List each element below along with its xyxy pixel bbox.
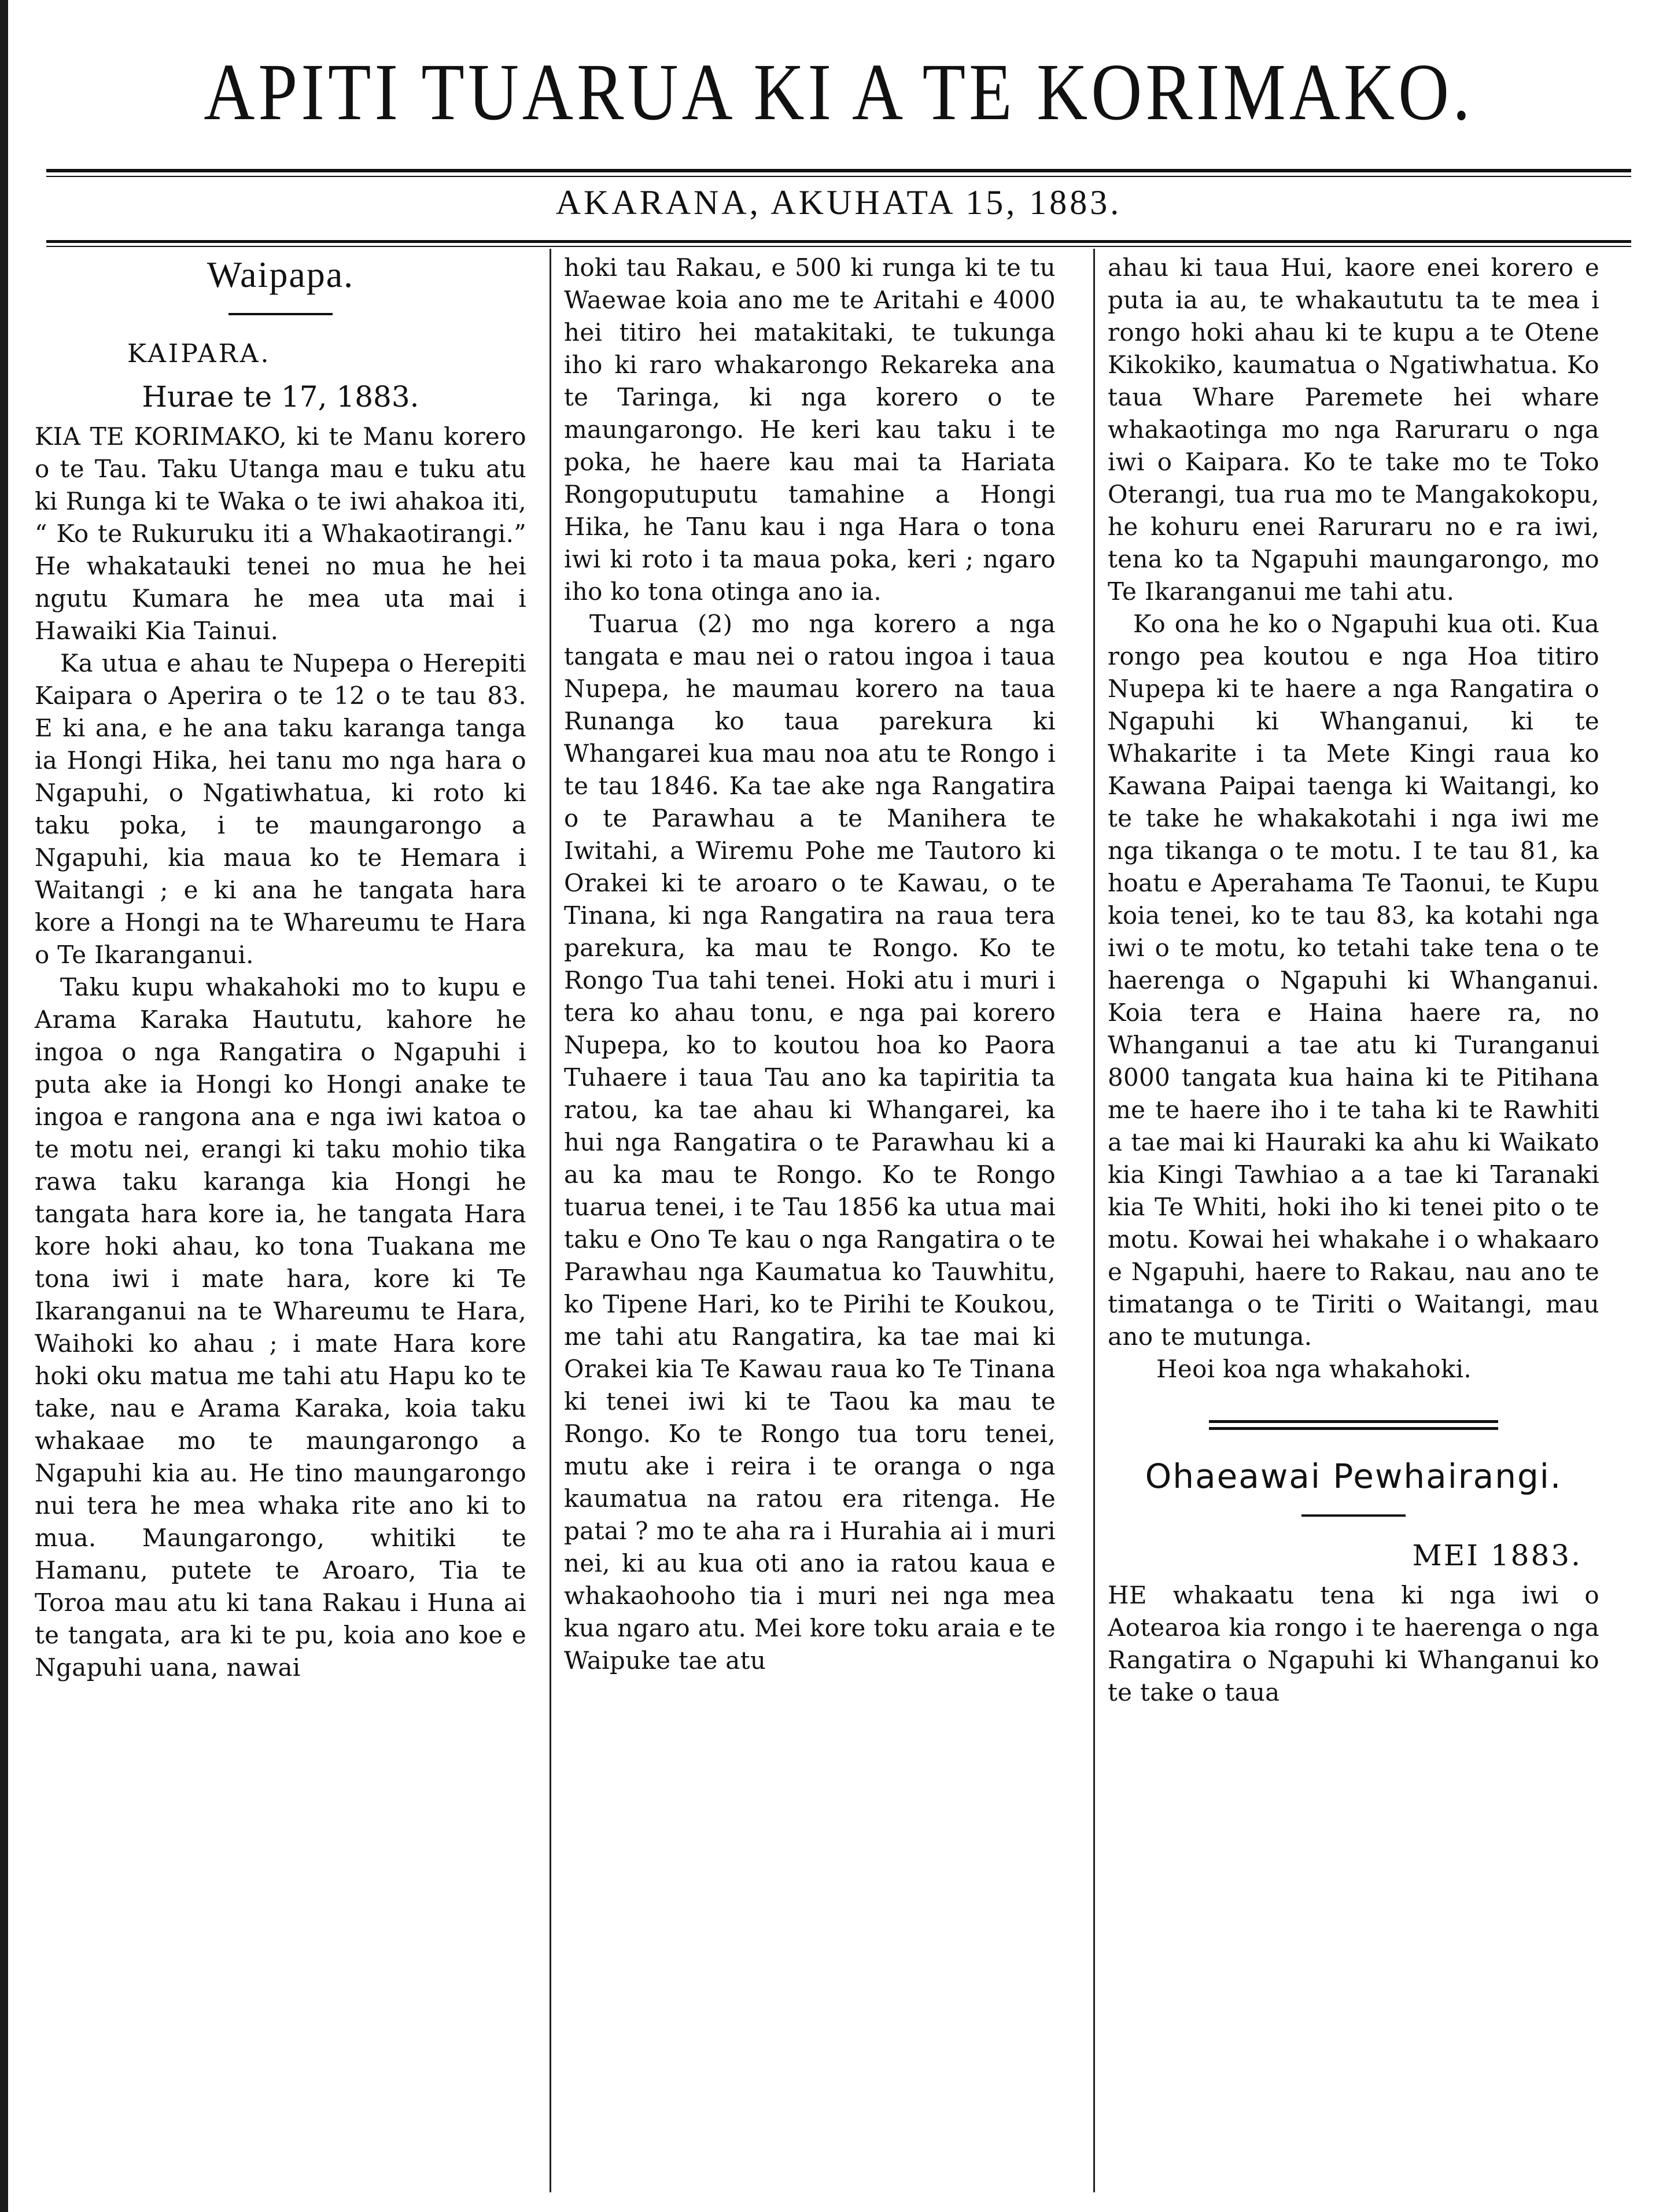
paragraph: Ka utua e ahau te Nupepa o Herepiti Kaipara o Aperira o te 12 o te tau 83. E ki ana, e he ana taku karanga tanga ia Hongi Hika, hei tanu mo nga hara o Ngapuhi, o Ngatiwhatua, ki roto ki taku poka, i te maungarongo a Ngapuhi, kia maua ko te Hemara i Waitangi ; e ki ana he tangata hara kore a Hongi na te Whareumu te Hara o Te Ikaranganui. — [35, 649, 526, 969]
column-3 — [1108, 252, 1599, 1709]
section-double-rule — [1209, 1420, 1498, 1430]
page-edge — [0, 0, 8, 2212]
column-1 — [35, 252, 526, 1684]
paragraph: Heoi koa nga whakahoki. — [1156, 1355, 1472, 1383]
article-date: Hurae te 17, 1883. — [142, 380, 419, 414]
article-subheading: KAIPARA. — [127, 339, 271, 368]
paragraph: Ko ona he ko o Ngapuhi kua oti. Kua rongo pea koutou e nga Hoa titiro Nupepa ki te haere a nga Rangatira o Ngapuhi ki Whanganui, ki te Whakarite i ta Mete Kingi raua ko Kawana Paipai taenga ki Waitangi, ko te take he whakakotahi i nga iwi me nga tikanga o te motu. I te tau 81, ka hoatu e Aperahama Te Taonui, te Kupu koia tenei, ko te tau 83, ka kotahi nga iwi o te motu, ko tetahi take tena o te haerenga o Ngapuhi ki Whanganui. Koia tera e Haina haere ra, no Whanganui a tae atu ki Turanganui 8000 tangata kua haina ki te Pitihana me te haere iho i te taha ki te Rawhiti a tae mai ki Hauraki ka ahu ki Waikato kia Kingi Tawhiao a a tae ki Taranaki kia Te Whiti, hoki iho ki tenei pito o te motu. Kowai hei whakahe i o whakaaro e Ngapuhi, haere to Rakau, nau ano te timatanga o te Tiriti o Waitangi, mau ano te mutunga. — [1108, 610, 1599, 1351]
paragraph: Taku kupu whakahoki mo to kupu e Arama Karaka Haututu, kahore he ingoa o nga Rangatira o Ngapuhi i puta ake ia Hongi ko Hongi anake te ingoa e rangona ana e nga iwi katoa o te motu nei, erangi ki taku mohio tika rawa taku karanga kia Hongi he tangata hara kore ia, he tangata Hara kore hoki ahau, ko tona Tuakana me tona iwi i mate hara, kore ki Te Ikaranganui na te Whareumu te Hara, Waihoki ko ahau ; i mate Hara kore hoki oku matua me tahi atu Hapu ko te take, nau e Arama Karaka, koia taku whakaae mo te maungarongo a Ngapuhi kia au. He tino maungarongo nui tera he mea whaka rite ano ki to mua. Maungarongo, whitiki te Hamanu, putete te Aroaro, Tia te Toroa mau atu ki tana Rakau i Huna ai te tangata, ara ki te pu, koia ano koe e Ngapuhi uana, nawai — [35, 973, 526, 1682]
paragraph: hoki tau Rakau, e 500 ki runga ki te tu Waewae koia ano me te Aritahi e 4000 hei titiro hei matakitaki, te tukunga iho ki raro whakarongo Rekareka ana te Taringa, ki nga korero o te maungarongo. He keri kau taku i te poka, he haere kau mai ta Hariata Rongoputuputu tamahine a Hongi Hika, he Tanu kau i nga Hara o tona iwi ki roto i ta maua poka, keri ; ngaro iho ko tona otinga ano ia. — [564, 253, 1056, 606]
paragraph: HE whakaatu tena ki nga iwi o Aotearoa kia rongo i te haerenga o nga Rangatira o Ngapuhi ki Whanganui ko te take o taua — [1108, 1581, 1599, 1706]
masthead-title: APITI TUARUA KI A TE KORIMAKO. — [204, 47, 1474, 138]
dateline: AKARANA, AKUHATA 15, 1883. — [555, 183, 1122, 222]
heading-rule — [1301, 1514, 1406, 1517]
article-date: MEI 1883. — [1412, 1539, 1582, 1572]
masthead-rule-thick — [46, 169, 1631, 172]
article-heading-ohaeawai: Ohaeawai Pewhairangi. — [1145, 1457, 1562, 1496]
article-heading-waipapa: Waipapa. — [207, 254, 355, 295]
dateline-rule-thick — [46, 240, 1631, 243]
paragraph: Tuarua (2) mo nga korero a nga tangata e mau nei o ratou ingoa i taua Nupepa, he maumau korero na taua Runanga ko taua parekura ki Whangarei kua mau noa atu te Rongo i te tau 1846. Ka tae ake nga Rangatira o te Parawhau a te Manihera te Iwitahi, a Wiremu Pohe me Tautoro ki Orakei ki te aroaro o te Kawau, o te Tinana, ki nga Rangatira na raua tera parekura, ka mau te Rongo. Ko te Rongo Tua tahi tenei. Hoki atu i muri i tera ko ahau tonu, e nga pai korero Nupepa, ko to koutou hoa ko Paora Tuhaere i taua Tau ano ka tapiritia ta ratou, ka tae ahau ki Whangarei, ka hui nga Rangatira o te Parawhau ki a au ka mau te Rongo. Ko te Rongo tuarua tenei, i te Tau 1856 ka utua mai taku e Ono Te kau o nga Rangatira o te Parawhau nga Kaumatua ko Tauwhitu, ko Tipene Hari, ko te Pirihi te Koukou, me tahi atu Rangatira, ka tae mai ki Orakei kia Te Kawau raua ko Te Tinana ki tenei iwi ki te Taou ka mau te Rongo. Ko te Rongo tua toru tenei, mutu ake i reira i te oranga o nga kaumatua na ratou era ritenga. He patai ? mo te aha ra i Hurahia ai i muri nei, ki au kua oti ano ia ratou kaua e whakaohooho tia i muri nei nga mea kua ngaro atu. Mei kore toku araia e te Waipuke tae atu — [564, 610, 1056, 1675]
column-2 — [564, 252, 1056, 1677]
heading-rule — [228, 313, 333, 315]
dateline-rule-thin — [46, 246, 1631, 247]
paragraph: ahau ki taua Hui, kaore enei korero e puta ia au, te whakaututu ta te mea i rongo hoki ahau ki te kupu a te Otene Kikokiko, kaumatua o Ngatiwhatua. Ko taua Whare Paremete hei whare whakaotinga mo nga Raruraru o nga iwi o Kaipara. Ko te take mo te Toko Oterangi, tua rua mo te Mangakokopu, he kohuru enei Raruraru no e ra iwi, tena ko ta Ngapuhi maungarongo, mo Te Ikaranganui me tahi atu. — [1108, 253, 1599, 606]
paragraph: KIA TE KORIMAKO, ki te Manu korero o te Tau. Taku Utanga mau e tuku atu ki Runga ki te Waka o te iwi ahakoa iti, “ Ko te Rukuruku iti a Whakaotirangi.” He whakatauki tenei no mua he hei ngutu Kumara he mea uta mai i Hawaiki Kia Tainui. — [35, 422, 526, 645]
column-divider-2 — [1093, 249, 1095, 2192]
column-divider-1 — [550, 249, 551, 2192]
